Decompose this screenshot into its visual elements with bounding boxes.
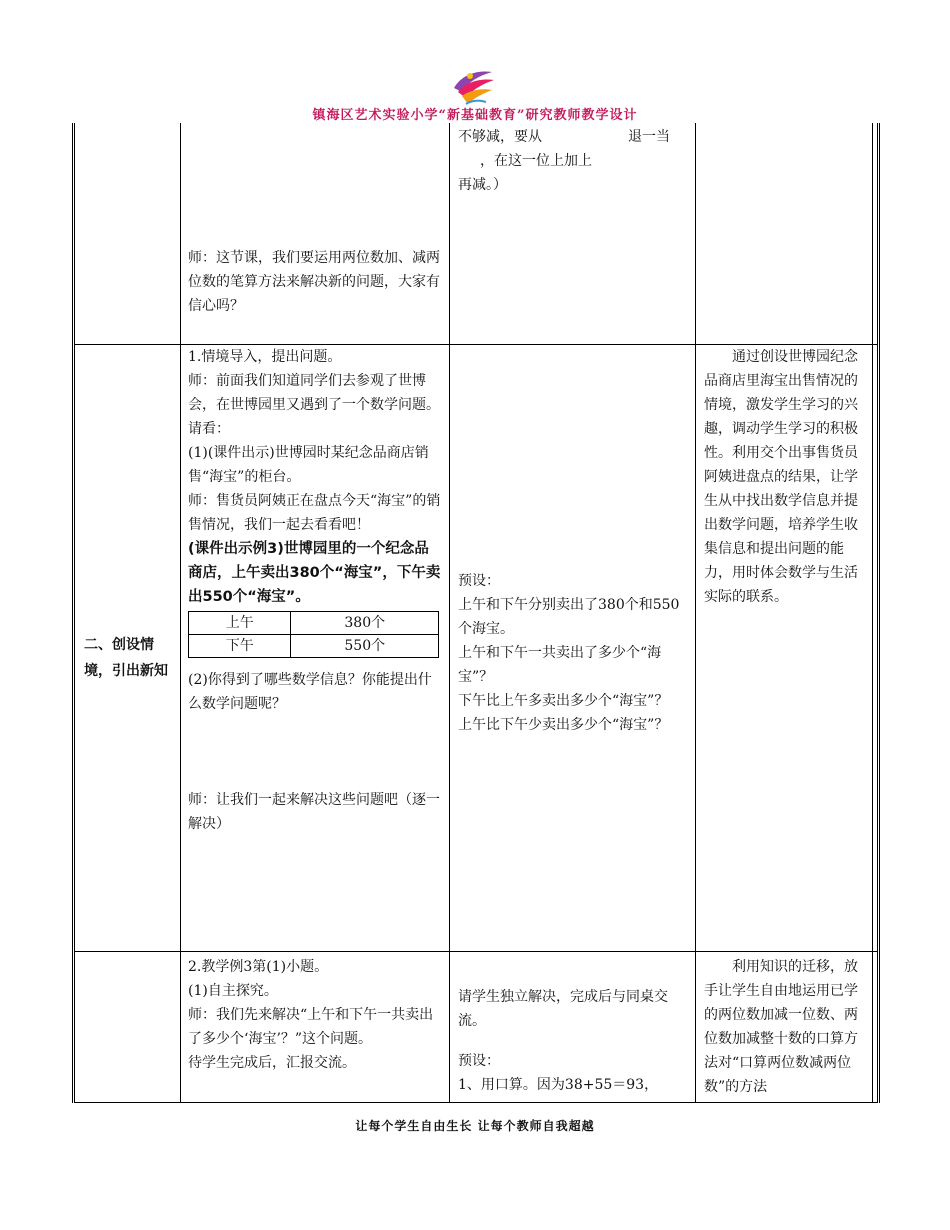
row2-intent-cell: [704, 345, 870, 609]
student-line-text: 不够减，要从: [458, 129, 542, 145]
row2-student-cell: [458, 569, 688, 737]
row3-student-cell: [458, 985, 690, 1097]
row1-student-cell: [458, 125, 690, 197]
student-line: [458, 149, 690, 173]
teacher-line: 1.情境导入，提出问题。: [188, 349, 342, 365]
row3-teacher-cell: [188, 955, 441, 1075]
student-line-text: ，在这一位上加上: [480, 153, 592, 169]
design-intent-text: 利用知识的迁移，放手让学生自由地运用已学的两位数加减一位数、两位数加减整十数的口算方法对“口算两位数减两位数”的方法: [704, 959, 858, 1095]
section-label-2: 二、创设情境，引出新知: [84, 637, 168, 679]
student-line: 再减。）: [458, 177, 507, 193]
student-line: 上午比下午少卖出多少个“海宝”？: [458, 717, 669, 733]
teacher-line: 师：我们先来解决“上午和下午一共卖出了多少个‘海宝’？”这个问题。: [188, 1007, 434, 1047]
student-line: 预设：: [458, 1053, 500, 1069]
teacher-line: 师：前面我们知道同学们去参观了世博会，在世博园里又遇到了一个数学问题。请看：: [188, 373, 440, 437]
student-line: 上午和下午一共卖出了多少个“海宝”？: [458, 645, 662, 685]
student-line: [458, 125, 690, 149]
teacher-line: 待学生完成后，汇报交流。: [188, 1055, 356, 1071]
student-line-text: 退一当: [628, 129, 670, 145]
design-intent-text: 通过创设世博园纪念品商店里海宝出售情况的情境，激发学生学习的兴趣，调动学生学习的积极性。利用交个出事售货员阿姨进盘点的结果，让学生从中找出数学信息并提出数学问题，培养学生收集信息和提出问题的能力，用时体会数学与生活实际的联系。: [704, 349, 858, 605]
count-cell: 380个: [291, 612, 439, 635]
document-header-title: 镇海区艺术实验小学“新基础教育”研究教师教学设计: [312, 108, 638, 123]
column-divider: [695, 123, 696, 1103]
teacher-line: 师：售货员阿姨正在盘点今天“海宝”的销售情况，我们一起去看看吧！: [188, 493, 441, 533]
school-logo-icon: [448, 66, 498, 108]
row1-teacher-cell: [188, 246, 443, 318]
table-row: [189, 612, 439, 635]
row2-teacher-cell: [188, 345, 441, 836]
document-footer: 让每个学生自由生长 让每个教师自我超越: [355, 1119, 595, 1133]
teacher-line: (2)你得到了哪些数学信息？你能提出什么数学问题呢？: [188, 672, 432, 712]
row3-intent-cell: [704, 955, 870, 1099]
period-cell: 下午: [189, 635, 291, 658]
student-line: 下午比上午多卖出多少个“海宝”？: [458, 693, 669, 709]
example-problem-text: (课件出示例3)世博园里的一个纪念品商店，上午卖出380个“海宝”，下午卖出550个“海宝”。: [188, 541, 441, 605]
student-line: 1、用口算。因为38+55＝93，: [458, 1077, 659, 1093]
column-divider: [180, 123, 181, 1103]
count-cell: 550个: [291, 635, 439, 658]
teacher-line: (1)自主探究。: [188, 983, 278, 999]
student-line: 请学生独立解决，完成后与同桌交流。: [458, 989, 668, 1029]
period-cell: 上午: [189, 612, 291, 635]
teacher-line: 2.教学例3第(1)小题。: [188, 959, 329, 975]
table-bottom-border: [75, 1102, 877, 1103]
teacher-line: 师：这节课，我们要运用两位数加、减两位数的笔算方法来解决新的问题，大家有信心吗？: [188, 250, 440, 314]
teacher-line: (1)(课件出示)世博园时某纪念品商店销售“海宝”的柜台。: [188, 445, 429, 485]
teacher-line: 师：让我们一起来解决这些问题吧（逐一解决）: [188, 792, 440, 832]
sales-table: [188, 611, 439, 658]
table-row: [189, 635, 439, 658]
column-divider: [872, 123, 873, 1103]
column-divider: [449, 123, 450, 1103]
student-line: 上午和下午分别卖出了380个和550个海宝。: [458, 597, 680, 637]
student-line: 预设：: [458, 573, 500, 589]
row-divider: [75, 951, 877, 952]
